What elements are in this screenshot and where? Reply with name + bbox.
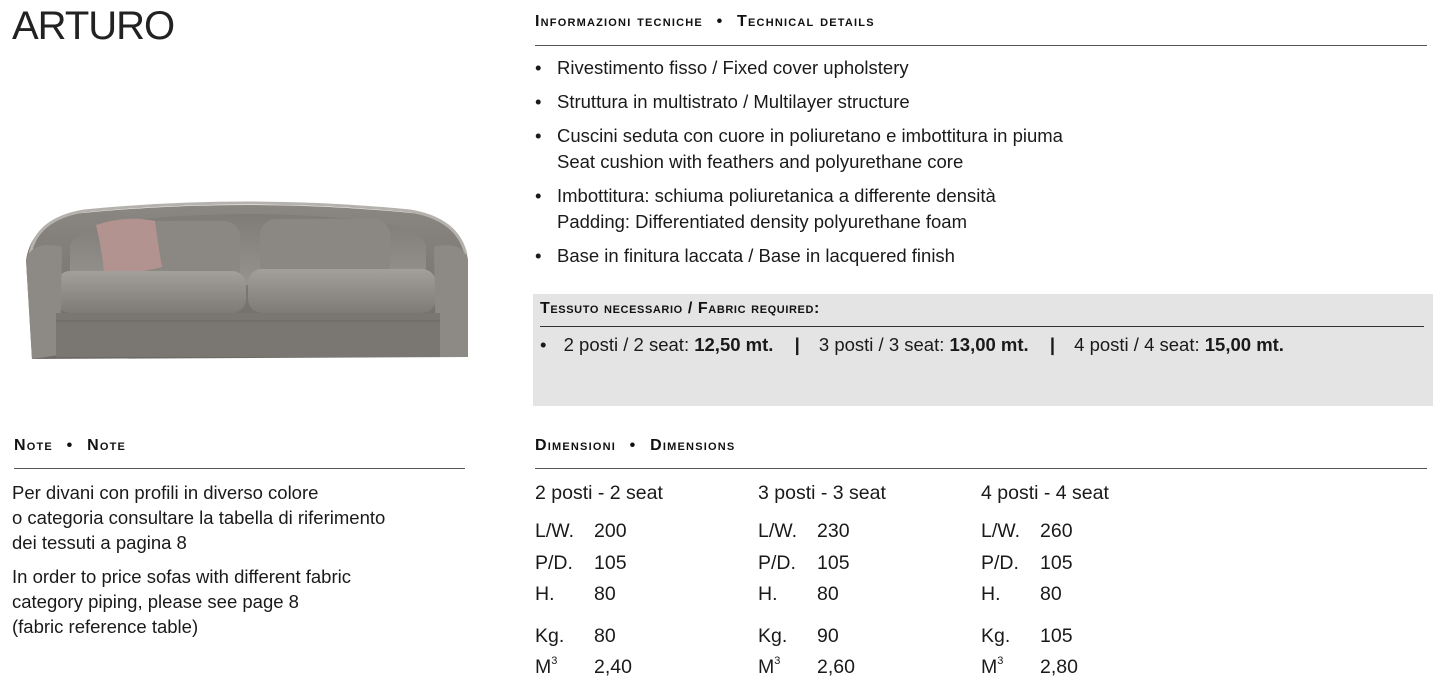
volume-label-sup: 3 (997, 655, 1004, 667)
technical-item (535, 243, 1415, 269)
dimension-row-weight (758, 621, 978, 653)
fabric-label: 2 posti / 2 seat: (563, 334, 690, 355)
technical-list (535, 55, 1415, 277)
technical-item (535, 55, 1415, 81)
dimension-value: 80 (594, 583, 616, 605)
volume-label-sup: 3 (774, 655, 781, 667)
dimension-row-depth (535, 548, 755, 580)
dimension-row-width (758, 516, 978, 548)
fabric-label: 4 posti / 4 seat: (1074, 334, 1200, 355)
dimension-value: 105 (1040, 624, 1073, 647)
dimension-label: L/W. (981, 520, 1021, 542)
technical-heading-it: Informazioni tecniche (535, 13, 703, 30)
fabric-value: 15,00 mt. (1204, 334, 1284, 355)
dimension-label: H. (758, 583, 778, 605)
dimension-label (535, 652, 594, 684)
dimensions-heading-en: Dimensions (650, 437, 736, 454)
dimension-value: 2,80 (1040, 656, 1078, 678)
technical-item-text: Rivestimento fisso / Fixed cover upholstery (557, 57, 909, 78)
bullet-icon: • (535, 57, 542, 78)
bullet-icon: • (535, 245, 542, 266)
dimension-label: H. (535, 583, 555, 605)
sofa-image (22, 195, 472, 367)
product-title: ARTURO (12, 4, 175, 48)
dimension-value: 260 (1040, 520, 1073, 542)
dimension-column-title: 4 posti - 4 seat (981, 482, 1109, 504)
note-paragraph-en (12, 564, 452, 639)
heading-separator-dot: • (629, 437, 637, 454)
dimensions-heading (535, 437, 735, 455)
dimension-label: L/W. (758, 520, 798, 542)
dimension-row-width (981, 516, 1201, 548)
fabric-separator: | (1049, 334, 1056, 355)
dimension-column-title: 3 posti - 3 seat (758, 482, 886, 504)
fabric-value: 12,50 mt. (694, 334, 774, 355)
dimensions-heading-it: Dimensioni (535, 437, 617, 454)
dimension-row-weight (535, 621, 755, 653)
dimension-row-depth (758, 548, 978, 580)
bullet-icon: • (535, 185, 542, 206)
note-paragraph-it (12, 480, 452, 555)
dimensions-divider (535, 468, 1427, 469)
technical-item-text: Base in finitura laccata / Base in lacquered finish (557, 245, 955, 266)
note-divider (14, 468, 465, 469)
technical-divider (535, 45, 1427, 46)
fabric-requirements (540, 334, 1284, 356)
dimension-label: Kg. (535, 624, 565, 647)
technical-item (535, 123, 1415, 175)
fabric-divider (540, 326, 1424, 327)
dimension-value: 230 (817, 520, 850, 542)
technical-item-text-en: Padding: Differentiated density polyurethane foam (557, 211, 968, 232)
dimension-label (981, 652, 1040, 684)
dimension-value: 105 (817, 551, 850, 574)
dimension-value: 90 (817, 624, 839, 647)
dimension-label: P/D. (535, 551, 573, 574)
dimension-column-title: 2 posti - 2 seat (535, 482, 663, 504)
technical-item-text: Cuscini seduta con cuore in poliuretano e imbottitura in piuma (557, 125, 1063, 146)
dimension-value: 105 (1040, 551, 1073, 574)
dimension-value: 80 (594, 624, 616, 647)
sofa-illustration (22, 195, 472, 367)
bullet-icon: • (535, 91, 542, 112)
dimension-row-weight (981, 621, 1201, 653)
dimension-column-4-seat (981, 480, 1201, 684)
dimension-label (758, 652, 817, 684)
volume-label: M (535, 656, 552, 678)
dimension-value: 80 (817, 583, 839, 605)
technical-item-text-en: Seat cushion with feathers and polyurethane core (557, 151, 964, 172)
volume-label: M (758, 656, 775, 678)
note-line: category piping, please see page 8 (12, 591, 299, 612)
fabric-label: 3 posti / 3 seat: (818, 334, 945, 355)
note-line: Per divani con profili in diverso colore (12, 482, 319, 503)
dimension-label: H. (981, 583, 1001, 605)
technical-item-text: Struttura in multistrato / Multilayer structure (557, 91, 910, 112)
bullet-icon: • (535, 125, 542, 146)
note-heading (14, 437, 126, 455)
dimension-label: Kg. (758, 624, 788, 647)
note-line: In order to price sofas with different fabric (12, 566, 351, 587)
dimension-column-2-seat (535, 480, 755, 684)
dimension-value: 200 (594, 520, 627, 542)
dimension-value: 80 (1040, 583, 1062, 605)
note-heading-it: Note (14, 437, 53, 454)
technical-item-text: Imbottitura: schiuma poliuretanica a differente densità (557, 185, 996, 206)
heading-separator-dot: • (716, 13, 724, 30)
dimension-row-depth (981, 548, 1201, 580)
dimension-value: 2,40 (594, 656, 632, 678)
fabric-separator: | (794, 334, 800, 355)
volume-label: M (981, 656, 998, 678)
fabric-value: 13,00 mt. (949, 334, 1029, 355)
technical-item (535, 89, 1415, 115)
dimension-label: P/D. (981, 551, 1019, 574)
dimension-column-3-seat (758, 480, 978, 684)
technical-heading (535, 13, 875, 31)
dimension-row-volume (535, 652, 755, 684)
dimension-row-height (758, 579, 978, 611)
note-line: o categoria consultare la tabella di riferimento (12, 507, 386, 528)
dimension-value: 105 (594, 551, 627, 574)
volume-label-sup: 3 (551, 655, 558, 667)
heading-separator-dot: • (66, 437, 74, 454)
dimension-label: P/D. (758, 551, 796, 574)
dimension-label: Kg. (981, 624, 1011, 647)
note-heading-en: Note (87, 437, 127, 454)
dimension-row-height (981, 579, 1201, 611)
note-line: (fabric reference table) (12, 616, 199, 637)
bullet-icon: • (540, 334, 547, 355)
dimension-row-width (535, 516, 755, 548)
dimension-row-volume (981, 652, 1201, 684)
note-line: dei tessuti a pagina 8 (12, 532, 187, 553)
technical-item (535, 183, 1415, 235)
dimension-label: L/W. (535, 520, 575, 542)
technical-heading-en: Technical details (737, 13, 875, 30)
dimension-row-height (535, 579, 755, 611)
dimension-value: 2,60 (817, 656, 855, 678)
fabric-heading: Tessuto necessario / Fabric required: (540, 300, 820, 317)
dimension-row-volume (758, 652, 978, 684)
